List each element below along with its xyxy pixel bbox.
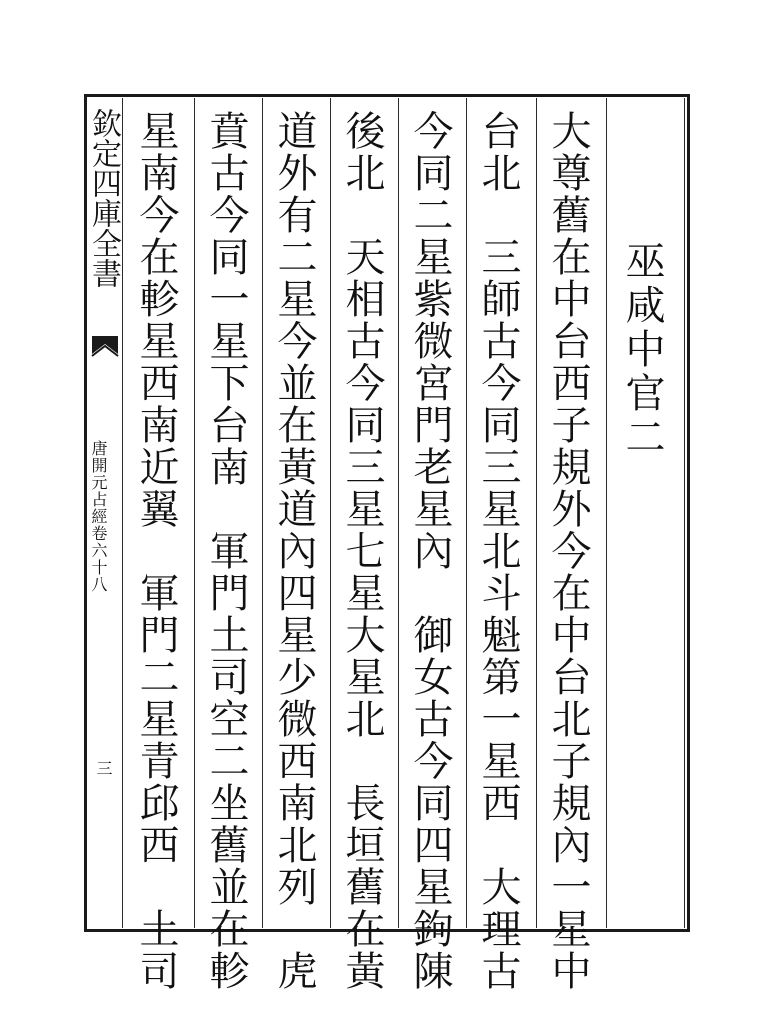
column-rule [262,98,263,928]
margin-volume: 卷六十八 [89,525,108,593]
column-rule [194,98,195,928]
margin-book-title: 欽定四庫全書 [86,108,121,288]
margin-chapter-title: 唐開元占經 [89,440,108,525]
margin-chapter [90,440,106,593]
fish-tail-mark [90,332,120,368]
text-column: 今同二星紫微宮門老星內 御女古今同四星鉤陳 [407,110,453,992]
column-rule [536,98,537,928]
column-rule [466,98,467,928]
text-column: 台北 三師古今同三星北斗魁第一星西 大理古 [475,110,521,992]
column-rule [606,98,607,928]
text-column: 星南今在軫星西南近翼 軍門二星青邱西 土司 [133,110,179,992]
text-column: 道外有二星今並在黃道內四星少微西南北列 虎 [271,110,317,992]
column-rule [330,98,331,928]
text-column: 後北 天相古今同三星七星大星北 長垣舊在黃 [339,110,385,992]
section-title: 巫咸中官二 [619,240,665,460]
text-column: 大尊舊在中台西子規外今在中台北子規內一星中 [545,110,591,992]
text-column: 賁古今同一星下台南 軍門土司空二坐舊並在軫 [203,110,249,992]
column-rule [398,98,399,928]
margin-page-number: 三 [94,760,113,776]
